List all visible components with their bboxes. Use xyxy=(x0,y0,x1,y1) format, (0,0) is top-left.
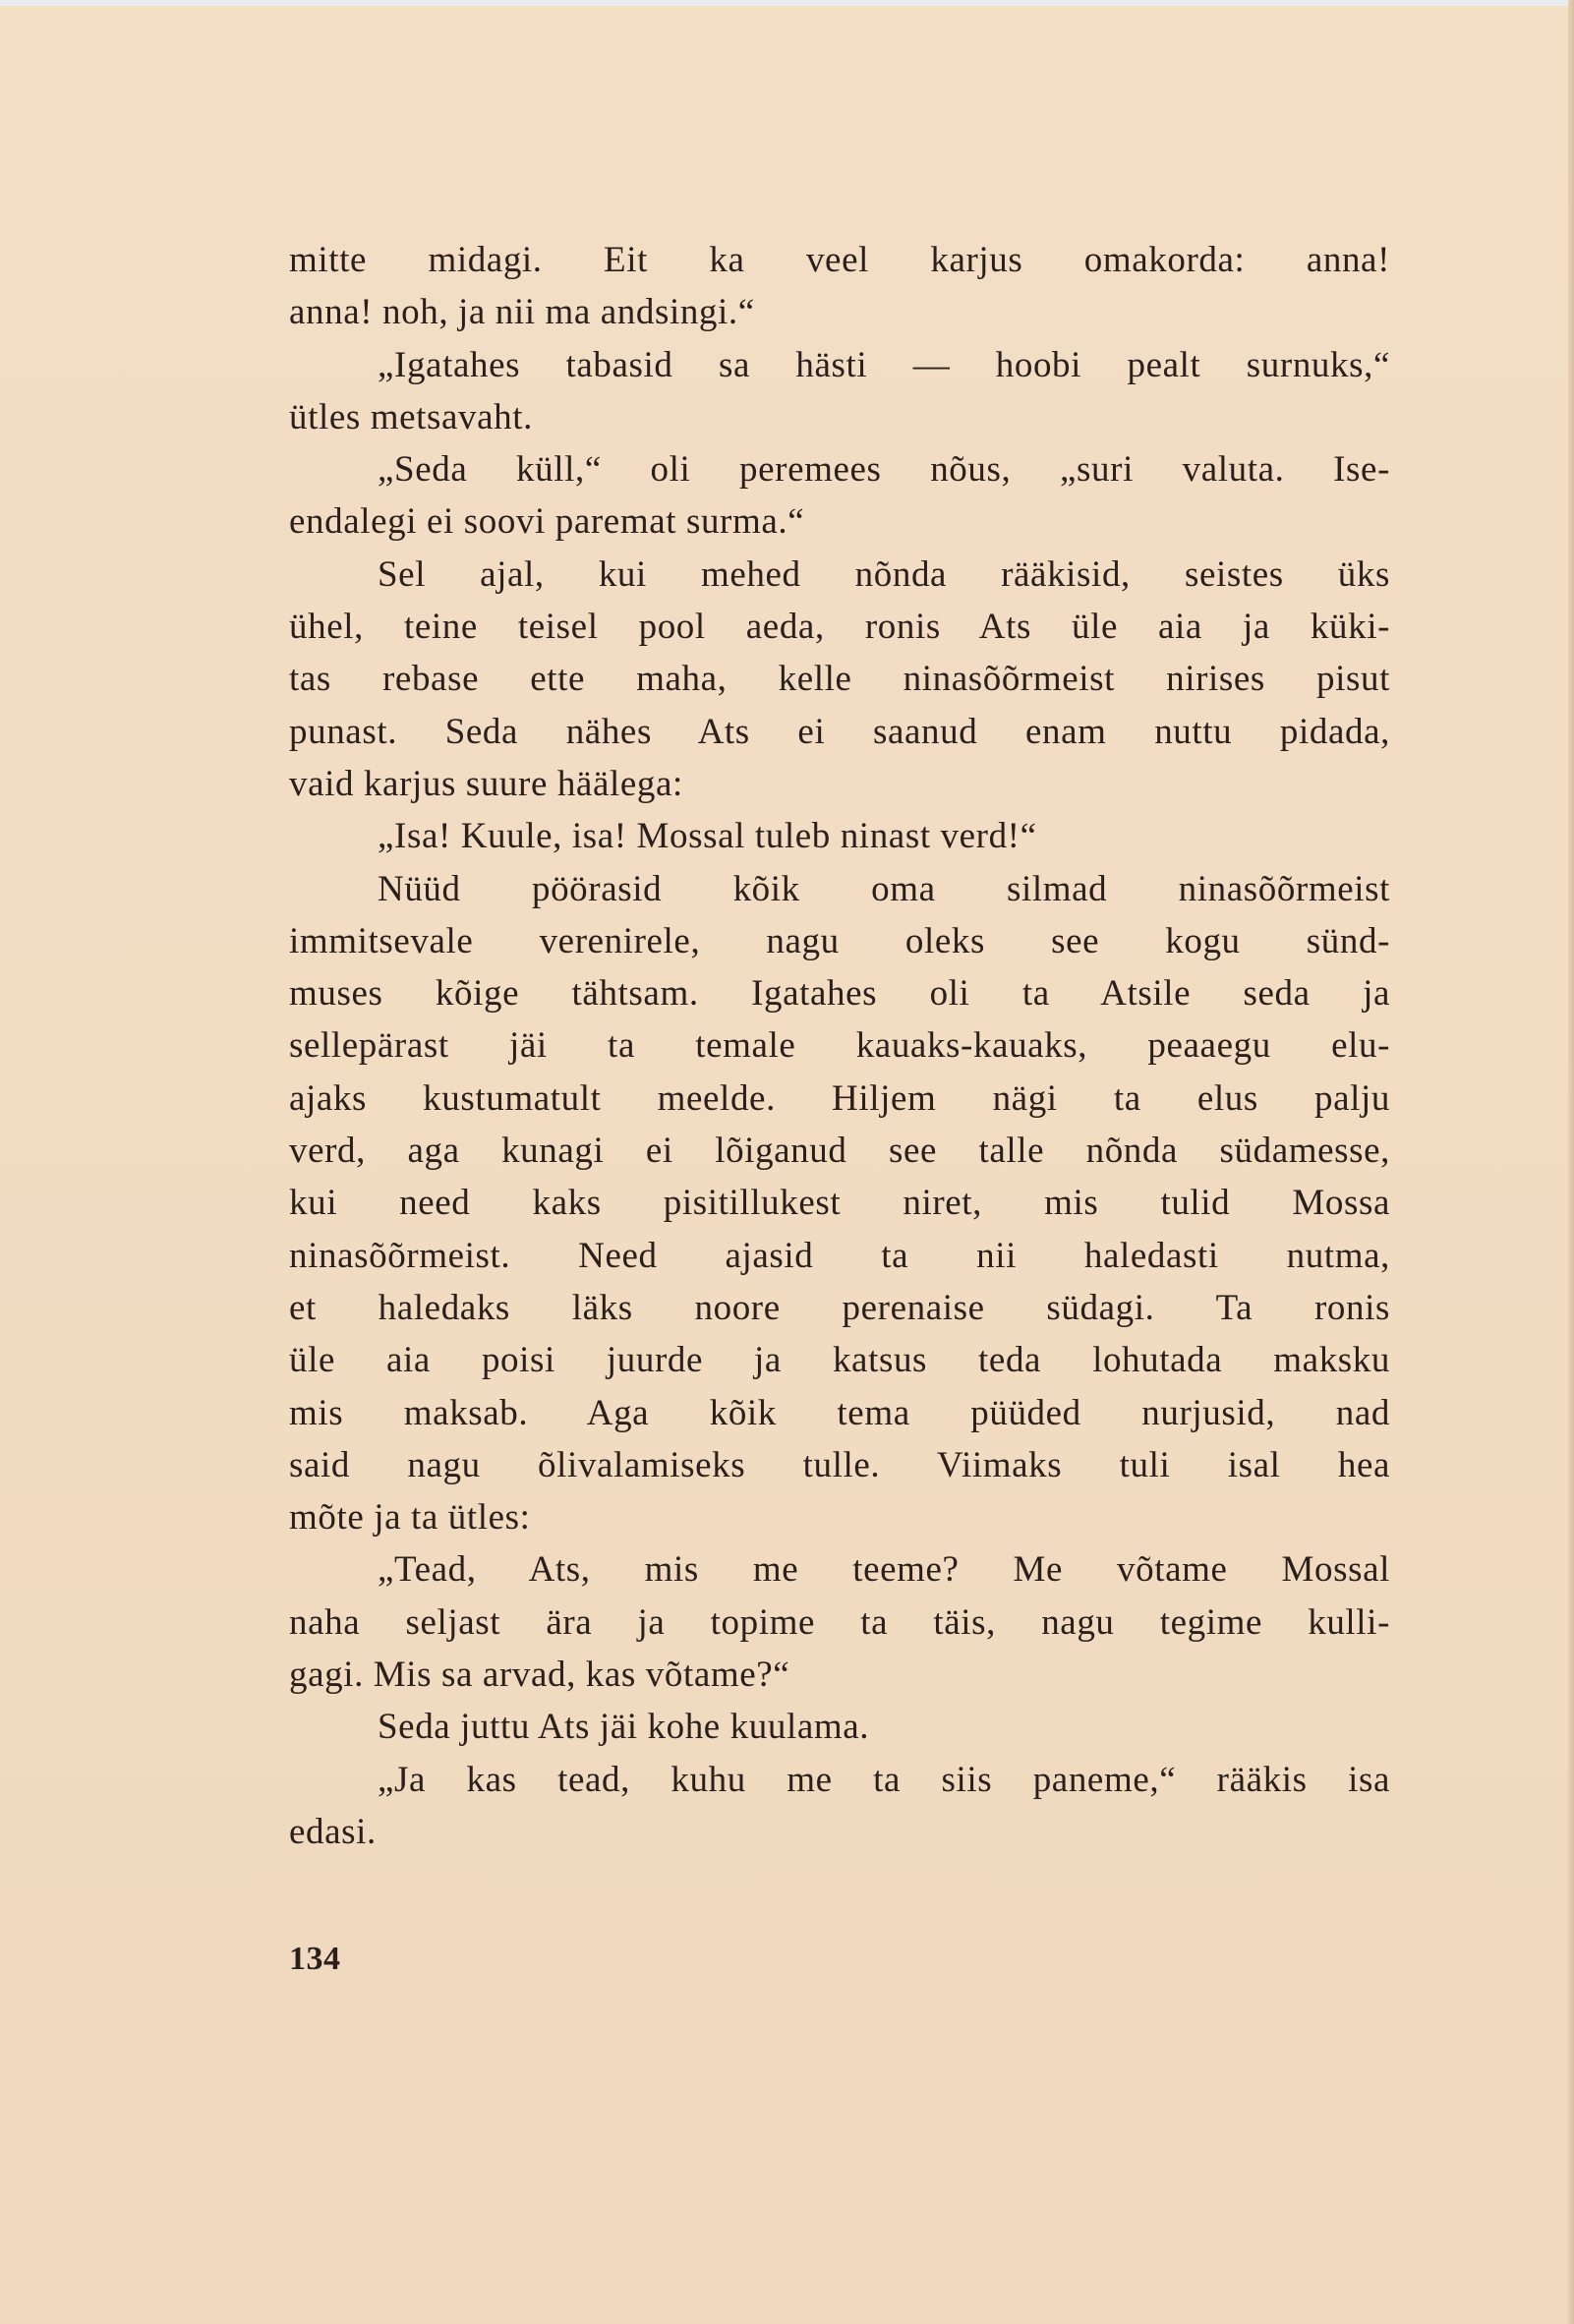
text-line: Sel ajal, kui mehed nõnda rääkisid, seistes üks xyxy=(378,553,1390,595)
text-line: anna! noh, ja nii ma andsingi.“ xyxy=(289,292,755,333)
text-line: endalegi ei soovi paremat surma.“ xyxy=(289,501,805,543)
scan-right-edge xyxy=(1568,0,1574,2324)
scan-top-edge xyxy=(0,0,1574,6)
text-line: Nüüd pöörasid kõik oma silmad ninasõõrmeist xyxy=(378,868,1390,909)
page-number: 134 xyxy=(289,1941,341,1977)
text-line: üle aia poisi juurde ja katsus teda lohutada maksku xyxy=(289,1340,1390,1381)
text-line: kui need kaks pisitillukest niret, mis tulid Mossa xyxy=(289,1183,1390,1224)
text-line: „Igatahes tabasid sa hästi — hoobi pealt surnuks,“ xyxy=(378,344,1390,385)
text-line: mitte midagi. Eit ka veel karjus omakorda: anna! xyxy=(289,240,1390,280)
text-line: said nagu õlivalamiseks tulle. Viimaks tuli isal hea xyxy=(289,1444,1390,1485)
text-line: „Tead, Ats, mis me teeme? Me võtame Mossal xyxy=(378,1549,1390,1591)
text-line: ninasõõrmeist. Need ajasid ta nii haledasti nutma, xyxy=(289,1235,1390,1276)
text-line: „Ja kas tead, kuhu me ta siis paneme,“ rääkis isa xyxy=(378,1759,1390,1800)
text-line: mis maksab. Aga kõik tema püüded nurjusid, nad xyxy=(289,1392,1390,1433)
text-line: ütles metsavaht. xyxy=(289,396,533,437)
text-line: ühel, teine teisel pool aeda, ronis Ats üle aia ja küki- xyxy=(289,607,1390,648)
text-line: punast. Seda nähes Ats ei saanud enam nuttu pidada, xyxy=(289,711,1390,752)
text-line: naha seljast ära ja topime ta täis, nagu tegime kulli- xyxy=(289,1601,1390,1643)
body-text xyxy=(289,234,1390,1858)
text-line: gagi. Mis sa arvad, kas võtame?“ xyxy=(289,1655,790,1696)
text-line: Seda juttu Ats jäi kohe kuulama. xyxy=(378,1707,870,1748)
text-line: immitsevale verenirele, nagu oleks see kogu sünd- xyxy=(289,920,1390,961)
text-line: tas rebase ette maha, kelle ninasõõrmeist nirises pisut xyxy=(289,659,1390,700)
text-line: et haledaks läks noore perenaise südagi. Ta ronis xyxy=(289,1287,1390,1328)
text-line: „Seda küll,“ oli peremees nõus, „suri valuta. Ise- xyxy=(378,449,1390,491)
text-line: „Isa! Kuule, isa! Mossal tuleb ninast verd!“ xyxy=(378,816,1037,857)
text-line: edasi. xyxy=(289,1811,377,1852)
text-line: muses kõige tähtsam. Igatahes oli ta Atsile seda ja xyxy=(289,973,1390,1015)
text-line: sellepärast jäi ta temale kauaks-kauaks, peaaegu elu- xyxy=(289,1025,1390,1067)
text-line: ajaks kustumatult meelde. Hiljem nägi ta elus palju xyxy=(289,1077,1390,1119)
text-line: mõte ja ta ütles: xyxy=(289,1497,531,1539)
text-line: vaid karjus suure häälega: xyxy=(289,763,683,804)
text-line: verd, aga kunagi ei lõiganud see talle nõnda südamesse, xyxy=(289,1131,1390,1172)
